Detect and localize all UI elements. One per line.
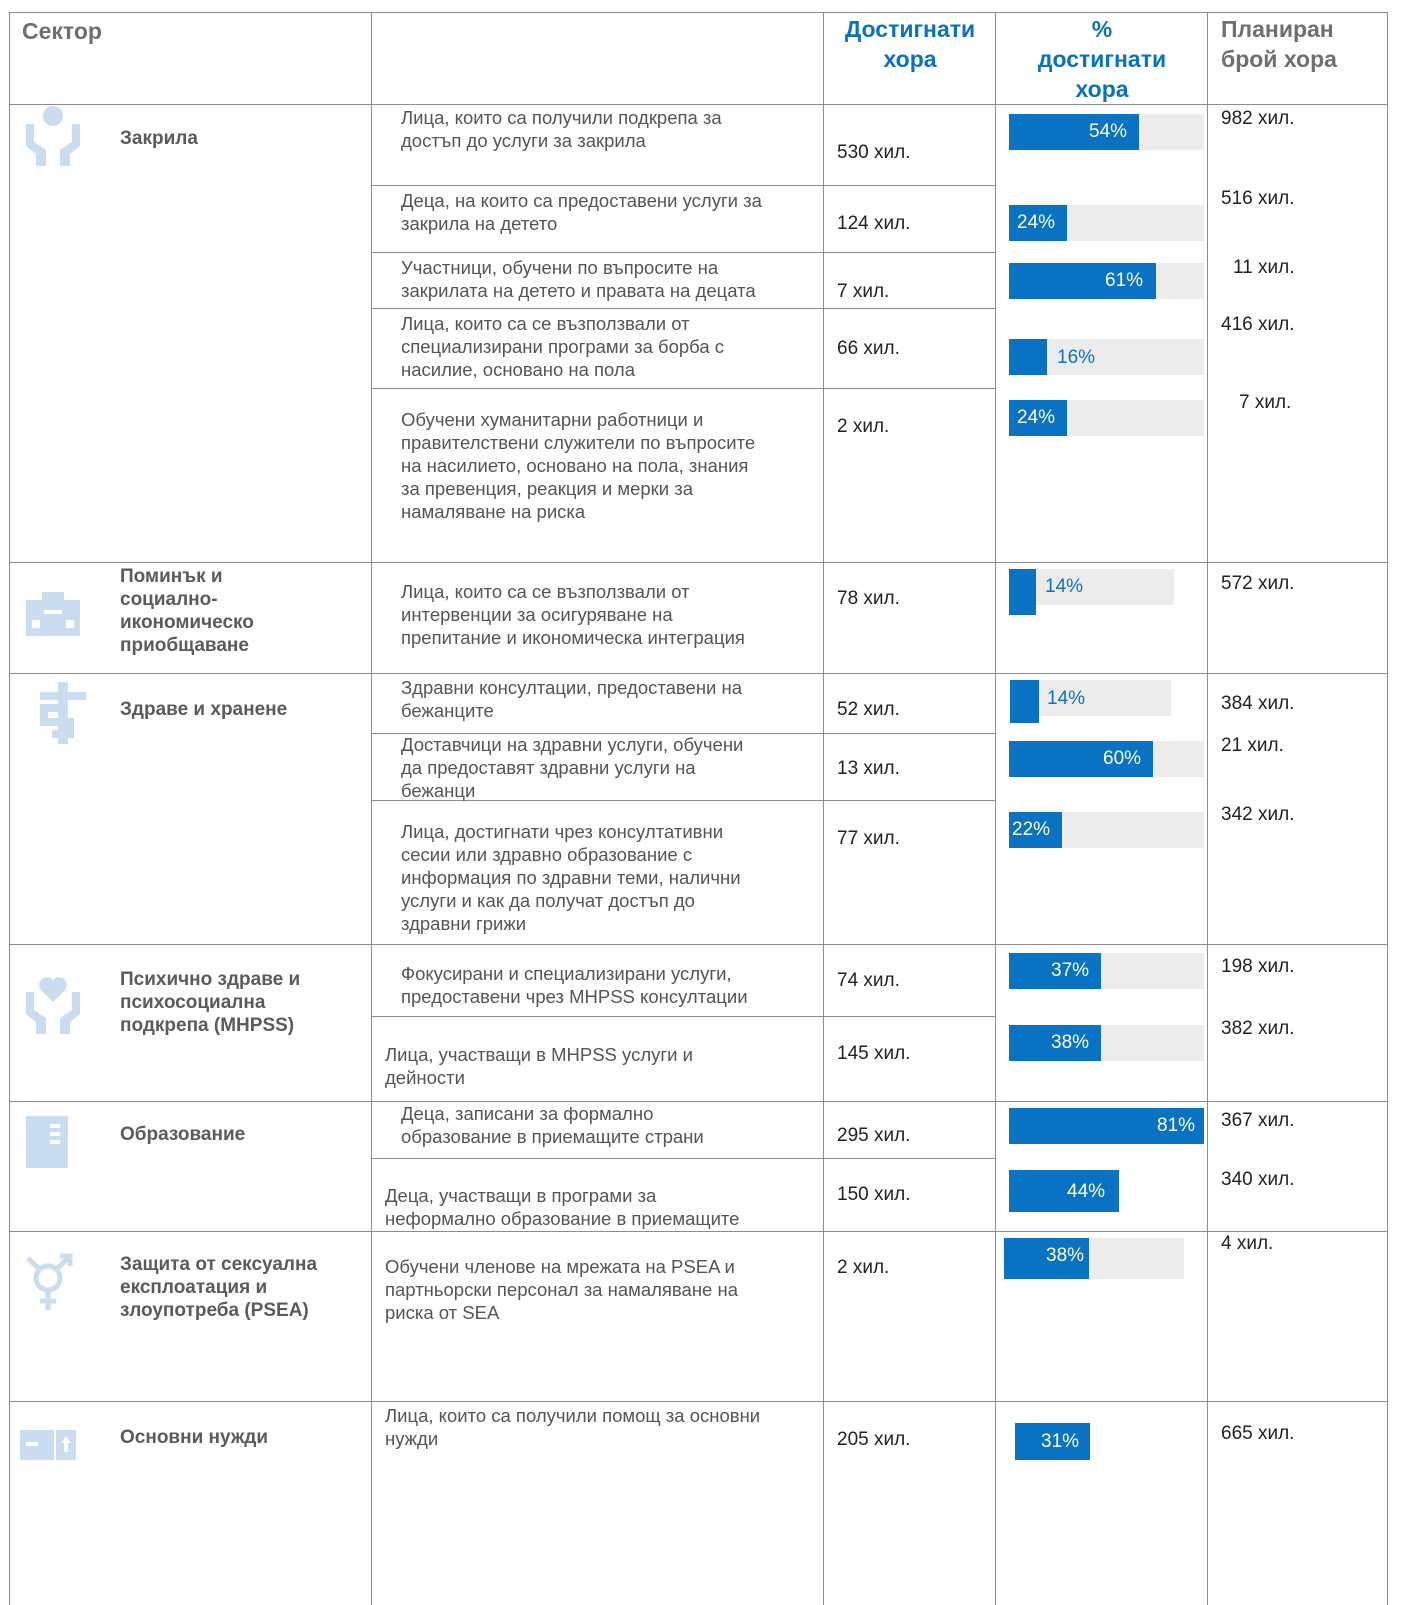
health-caduceus-icon xyxy=(34,682,92,744)
indicator-line: информация по здравни теми, налични xyxy=(401,867,741,888)
sector-label-line: Закрила xyxy=(120,128,198,149)
header-reached-line: Достигнати xyxy=(844,16,976,42)
indicator-line: препитание и икономическа интеграция xyxy=(401,627,745,648)
reached-value: 530 хил. xyxy=(837,142,911,163)
sector-divider xyxy=(9,1401,1387,1402)
reached-value: 74 хил. xyxy=(837,970,900,991)
progress-label: 60% xyxy=(1103,748,1142,769)
sector-label-health xyxy=(120,698,355,721)
reached-value: 7 хил. xyxy=(837,281,890,302)
header-planned-line: Планиран xyxy=(1221,16,1334,42)
indicator-text xyxy=(401,312,724,381)
progress-track xyxy=(1009,205,1204,241)
reached-value: 295 хил. xyxy=(837,1125,911,1146)
progress-track xyxy=(1009,339,1204,375)
indicator-line: Лица, участващи в MHPSS услуги и xyxy=(385,1044,693,1065)
education-notebook-icon xyxy=(22,1110,80,1172)
indicator-line: на насилието, основано на пола, знания xyxy=(401,455,749,476)
indicator-text xyxy=(401,676,742,722)
indicator-line: партньорски персонал за намаляване на xyxy=(385,1279,738,1300)
header-planned-line: брой хора xyxy=(1221,46,1337,72)
sector-label-education xyxy=(120,1123,355,1146)
indicator-line: Деца, участващи в програми за xyxy=(385,1185,657,1206)
sector-label-line: Защита от сексуална xyxy=(120,1254,318,1275)
sector-label-line: подкрепа (MHPSS) xyxy=(120,1015,295,1036)
planned-value: 7 хил. xyxy=(1239,392,1292,413)
indicator-text xyxy=(385,1404,760,1450)
progress-label: 54% xyxy=(1089,121,1128,142)
progress-track xyxy=(1009,1170,1119,1206)
progress-label: 24% xyxy=(1017,407,1056,428)
column-divider xyxy=(995,12,996,1605)
indicator-line: дейности xyxy=(385,1067,465,1088)
indicator-line: образование в приемащите страни xyxy=(401,1126,704,1147)
reached-value: 205 хил. xyxy=(837,1429,911,1450)
reached-value: 52 хил. xyxy=(837,699,900,720)
indicator-line: Доставчици на здравни услуги, обучени xyxy=(401,734,744,755)
reached-value: 2 хил. xyxy=(837,416,890,437)
indicator-line: Деца, записани за формално xyxy=(401,1103,654,1124)
indicator-line: сесии или здравно образование с xyxy=(401,844,693,865)
progress-label: 44% xyxy=(1067,1181,1106,1202)
indicator-line: Обучени членове на мрежата на PSEA и xyxy=(385,1256,735,1277)
indicator-line: достъп до услуги за закрила xyxy=(401,130,646,151)
sector-divider xyxy=(9,1231,1387,1232)
header-percent-line: достигнати xyxy=(1037,46,1167,72)
sector-divider xyxy=(9,562,1387,563)
indicator-line: Лица, достигнати чрез консултативни xyxy=(401,821,724,842)
indicator-line: Участници, обучени по въпросите на xyxy=(401,257,719,278)
header-sector: Сектор xyxy=(22,18,102,44)
sector-label-basic-needs xyxy=(120,1426,355,1449)
indicator-line: предоставени чрез MHPSS консултации xyxy=(401,986,748,1007)
planned-value: 21 хил. xyxy=(1221,735,1284,756)
column-divider xyxy=(9,12,10,1605)
progress-label: 22% xyxy=(1012,819,1051,840)
reached-value: 150 хил. xyxy=(837,1184,911,1205)
sector-label-line: социално- xyxy=(120,589,218,610)
progress-label: 16% xyxy=(1057,347,1096,368)
sector-label-psea xyxy=(120,1253,355,1322)
indicator-text xyxy=(401,733,743,802)
progress-track xyxy=(1010,680,1171,716)
indicator-text xyxy=(385,1184,739,1230)
planned-value: 982 хил. xyxy=(1221,108,1295,129)
row-divider xyxy=(371,252,995,253)
sector-label-line: Здраве и хранене xyxy=(120,699,288,720)
indicator-line: намаляване на риска xyxy=(401,501,586,522)
indicator-text xyxy=(401,820,741,935)
indicator-text xyxy=(401,580,745,649)
indicator-line: риска от SEA xyxy=(385,1302,500,1323)
indicator-text xyxy=(401,256,756,302)
sector-label-line: експлоатация и xyxy=(120,1277,268,1298)
indicator-line: здравни грижи xyxy=(401,913,527,934)
planned-value: 665 хил. xyxy=(1221,1423,1295,1444)
reached-value: 13 хил. xyxy=(837,758,900,779)
progress-track xyxy=(1009,114,1204,150)
indicator-line: закрилата на детето и правата на децата xyxy=(401,280,756,301)
planned-value: 572 хил. xyxy=(1221,573,1295,594)
row-divider xyxy=(371,1158,995,1159)
sector-label-line: психосоциална xyxy=(120,992,266,1013)
progress-label: 61% xyxy=(1105,270,1144,291)
indicator-line: специализирани програми за борба с xyxy=(401,336,725,357)
sector-label-line: Поминък и xyxy=(120,566,223,587)
indicator-line: Обучени хуманитарни работници и xyxy=(401,409,704,430)
indicator-text xyxy=(401,106,722,152)
planned-value: 4 хил. xyxy=(1221,1233,1274,1254)
column-divider xyxy=(1387,12,1388,1605)
indicator-line: за превенция, реакция и мерки за xyxy=(401,478,694,499)
column-divider xyxy=(823,12,824,1605)
protection-hands-person-icon xyxy=(24,104,82,166)
reached-value: 77 хил. xyxy=(837,828,900,849)
reached-value: 78 хил. xyxy=(837,588,900,609)
indicator-line: Лица, които са се възползвали от xyxy=(401,313,690,334)
progress-label: 81% xyxy=(1157,1115,1196,1136)
column-divider xyxy=(1207,12,1208,1605)
reached-value: 2 хил. xyxy=(837,1257,890,1278)
sector-label-mhpss xyxy=(120,968,355,1037)
sector-label-line: Психично здраве и xyxy=(120,969,301,990)
header-reached xyxy=(826,14,994,74)
sector-label-protection xyxy=(120,127,355,150)
progress-track xyxy=(1004,1238,1184,1279)
indicator-line: нужди xyxy=(385,1428,439,1449)
progress-label: 24% xyxy=(1017,212,1056,233)
header-planned xyxy=(1221,14,1386,74)
indicator-line: неформално образование в приемащите xyxy=(385,1208,740,1229)
progress-track xyxy=(1009,953,1204,989)
progress-track xyxy=(1009,569,1174,605)
reached-value: 124 хил. xyxy=(837,213,911,234)
progress-track xyxy=(1015,1423,1090,1460)
progress-bar xyxy=(1009,339,1047,375)
indicator-text xyxy=(385,1255,738,1324)
mental-health-heart-hands-icon xyxy=(24,972,82,1034)
indicator-line: насилие, основано на пола xyxy=(401,359,636,380)
sector-label-livelihoods xyxy=(120,565,355,657)
progress-label: 14% xyxy=(1045,576,1084,597)
sector-divider xyxy=(9,673,1387,674)
indicator-line: Деца, на които са предоставени услуги за xyxy=(401,190,762,211)
row-divider xyxy=(371,388,995,389)
header-percent xyxy=(998,14,1206,104)
basic-needs-boxes-icon xyxy=(18,1408,76,1470)
livelihoods-briefcase-icon xyxy=(24,580,82,642)
progress-track xyxy=(1009,1108,1204,1144)
progress-label: 37% xyxy=(1051,960,1090,981)
header-percent-line: % xyxy=(1091,16,1113,42)
progress-track xyxy=(1009,263,1204,299)
planned-value: 384 хил. xyxy=(1221,693,1295,714)
progress-bar xyxy=(1010,680,1039,723)
row-divider xyxy=(371,185,995,186)
table-top-border xyxy=(9,12,1387,13)
indicator-line: бежанци xyxy=(401,780,476,801)
indicator-line: правителствени служители по въпросите xyxy=(401,432,756,453)
reached-value: 145 хил. xyxy=(837,1043,911,1064)
indicator-text xyxy=(385,1043,693,1089)
progress-label: 14% xyxy=(1047,688,1086,709)
indicator-line: Лица, които са получили помощ за основни xyxy=(385,1405,761,1426)
progress-label: 38% xyxy=(1051,1032,1090,1053)
planned-value: 340 хил. xyxy=(1221,1169,1295,1190)
column-divider xyxy=(371,12,372,1605)
indicator-line: да предоставят здравни услуги на xyxy=(401,757,696,778)
header-percent-line: хора xyxy=(1075,76,1129,102)
sector-label-line: икономическо xyxy=(120,612,254,633)
indicator-line: услуги и как да получат достъп до xyxy=(401,890,695,911)
planned-value: 516 хил. xyxy=(1221,188,1295,209)
progress-track xyxy=(1009,400,1204,436)
indicator-line: бежанците xyxy=(401,700,494,721)
planned-value: 11 хил. xyxy=(1233,257,1295,278)
gender-symbol-icon xyxy=(22,1250,80,1312)
planned-value: 382 хил. xyxy=(1221,1018,1295,1039)
progress-bar xyxy=(1009,569,1036,615)
header-bottom-border xyxy=(9,104,1387,105)
indicator-text xyxy=(401,408,755,523)
indicator-line: Лица, които са получили подкрепа за xyxy=(401,107,722,128)
row-divider xyxy=(371,308,995,309)
sector-label-line: Образование xyxy=(120,1124,246,1145)
indicator-text xyxy=(401,189,762,235)
indicator-line: закрила на детето xyxy=(401,213,558,234)
indicator-line: Лица, които са се възползвали от xyxy=(401,581,690,602)
header-reached-line: хора xyxy=(883,46,937,72)
planned-value: 342 хил. xyxy=(1221,804,1295,825)
indicator-line: интервенции за осигуряване на xyxy=(401,604,673,625)
row-divider xyxy=(371,1016,995,1017)
indicator-line: Здравни консултации, предоставени на xyxy=(401,677,743,698)
reached-value: 66 хил. xyxy=(837,338,900,359)
progress-label: 38% xyxy=(1046,1245,1085,1266)
sector-label-line: Основни нужди xyxy=(120,1427,269,1448)
planned-value: 416 хил. xyxy=(1221,314,1295,335)
progress-track xyxy=(1009,812,1204,848)
indicator-text xyxy=(401,1102,704,1148)
sector-label-line: приобщаване xyxy=(120,635,249,656)
sector-divider xyxy=(9,944,1387,945)
indicator-line: Фокусирани и специализирани услуги, xyxy=(401,963,732,984)
progress-label: 31% xyxy=(1041,1431,1080,1452)
indicator-text xyxy=(401,962,748,1008)
planned-value: 367 хил. xyxy=(1221,1110,1295,1131)
sector-label-line: злоупотреба (PSEA) xyxy=(120,1300,309,1321)
planned-value: 198 хил. xyxy=(1221,956,1295,977)
progress-track xyxy=(1009,741,1204,777)
progress-track xyxy=(1009,1025,1204,1061)
